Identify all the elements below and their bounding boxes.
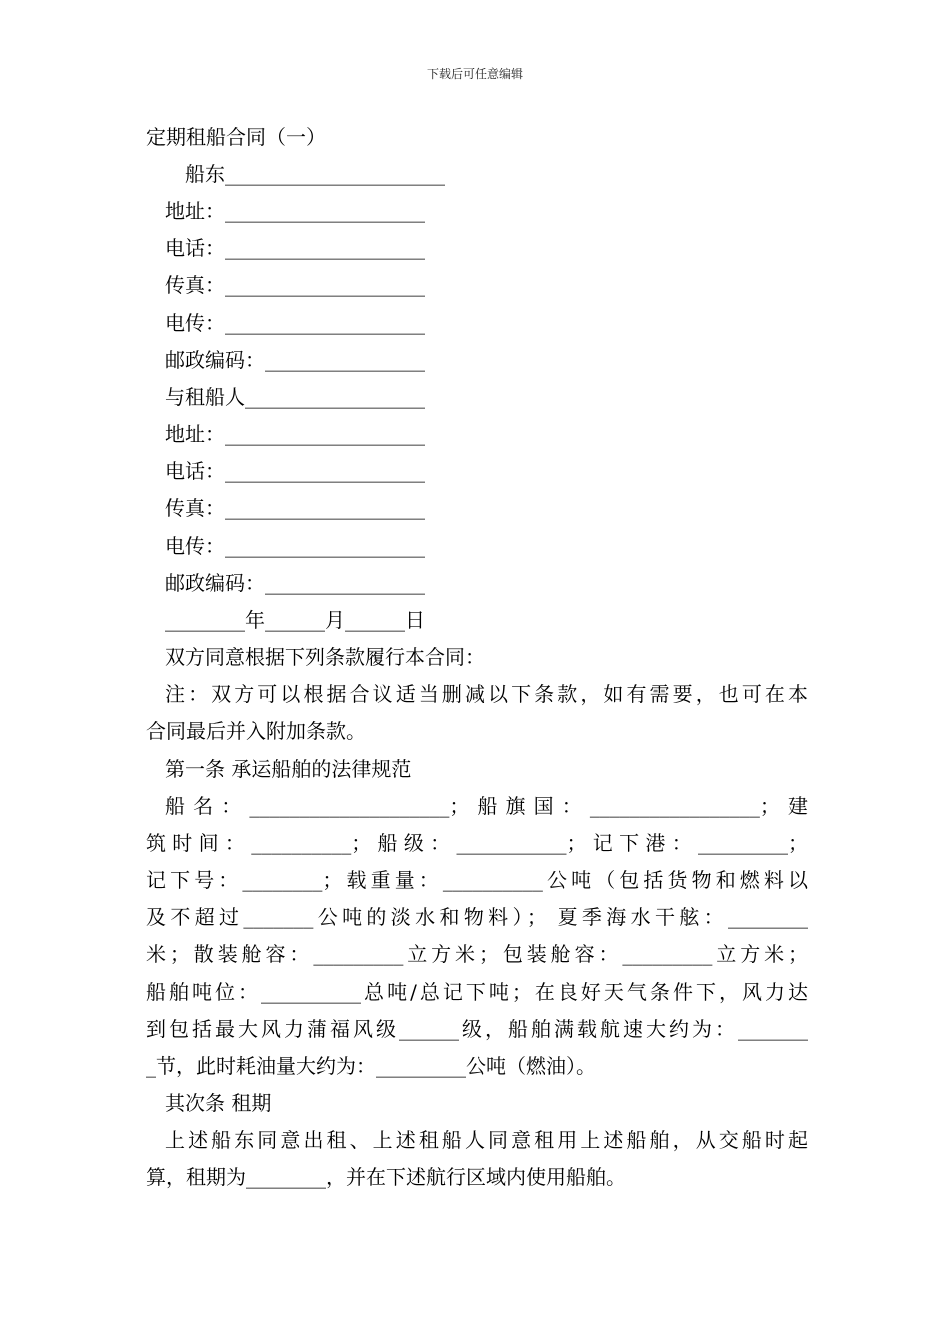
shipowner-phone: 电话：____________________: [165, 236, 425, 260]
article1-line: 到包括最大风力蒲福风级______级，船舶满载航速大约为：_______: [146, 1017, 808, 1041]
charterer-telex: 电传：____________________: [165, 534, 425, 558]
article1-line: 米；散装舱容：_________立方米；包装舱容：_________立方米；: [146, 942, 808, 966]
agreement-statement: 双方同意根据下列条款履行本合同：: [165, 645, 485, 669]
article1-line: 及不超过_______公吨的淡水和物料）； 夏季海水干舷：________: [146, 905, 808, 929]
article1-line: 筑时间：__________；船级：___________；记下港：_________；: [146, 831, 808, 855]
article1-line: 记下号：________；载重量：__________公吨（包括货物和燃料以: [146, 868, 808, 892]
shipowner-fax: 传真：____________________: [165, 273, 425, 297]
charterer-postcode: 邮政编码：________________: [165, 571, 425, 595]
page-header: 下载后可任意编辑: [426, 67, 523, 81]
shipowner-postcode: 邮政编码：________________: [165, 348, 425, 372]
article1-heading: 第一条 承运船舶的法律规范: [165, 757, 412, 781]
article2-line: 上述船东同意出租、上述租船人同意租用上述船舶，从交船时起: [165, 1128, 808, 1152]
charterer-fax: 传真：____________________: [165, 496, 425, 520]
article1-line: 船舶吨位：__________总吨/总记下吨；在良好天气条件下，风力达: [146, 980, 808, 1004]
note-line: 合同最后并入附加条款。: [146, 719, 366, 743]
note-line: 注：双方可以根据合议适当删减以下条款，如有需要，也可在本: [165, 682, 808, 706]
contract-title: 定期租船合同（一）: [146, 125, 326, 149]
date-line: ________年______月______日: [165, 608, 425, 632]
article2-heading: 其次条 租期: [165, 1091, 272, 1115]
shipowner-line: 船东______________________: [185, 162, 445, 186]
shipowner-telex: 电传：____________________: [165, 311, 425, 335]
article2-line: 算，租期为________，并在下述航行区域内使用船舶。: [146, 1165, 626, 1189]
charterer-line: 与租船人__________________: [165, 385, 425, 409]
article1-line: _节，此时耗油量大约为：_________公吨（燃油）。: [146, 1054, 596, 1078]
charterer-phone: 电话：____________________: [165, 459, 425, 483]
shipowner-address: 地址：____________________: [165, 199, 425, 223]
charterer-address: 地址：____________________: [165, 422, 425, 446]
article1-line: 船名：____________________；船旗国：_________________；建: [165, 794, 808, 818]
